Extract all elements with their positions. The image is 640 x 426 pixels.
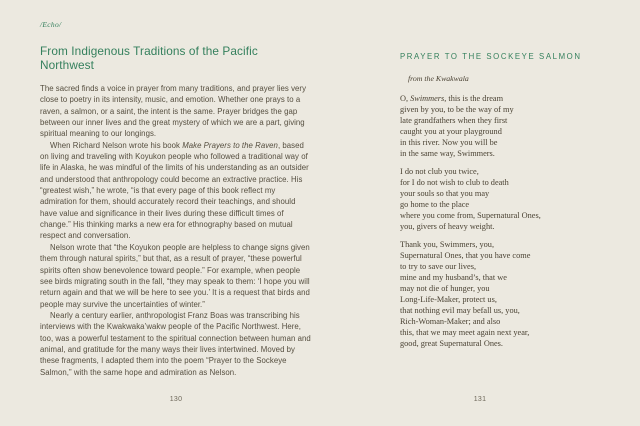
poem-title: PRAYER TO THE SOCKEYE SALMON — [400, 52, 582, 61]
stanza — [400, 93, 625, 159]
text-segment: The sacred finds a voice in prayer from many traditions, and prayer lies very close to poetry in its intensity, music, and emotion. Whether one prays to a raven, a salmon, or a saint, the intent is the same. Prayer bridges the gap between our inner lives and the great mystery of which we are a part, giving spiritual meaning to our longings. — [40, 84, 307, 139]
poem-line — [400, 137, 625, 148]
text-segment: , this is the dream — [444, 94, 504, 103]
poem-line — [400, 294, 625, 305]
right-page — [400, 52, 625, 356]
text-segment: may not die of hunger, you — [400, 284, 490, 293]
text-segment: good, great Supernatural Ones. — [400, 339, 503, 348]
text-segment: in the same way, Swimmers. — [400, 149, 495, 158]
text-segment: mine and my husband’s, that we — [400, 273, 507, 282]
text-segment: this, that we may meet again next year, — [400, 328, 530, 337]
text-segment: that nothing evil may befall us, you, — [400, 306, 520, 315]
text-segment: Long-Life-Maker, protect us, — [400, 295, 497, 304]
text-segment: Nearly a century earlier, anthropologist Franz Boas was transcribing his interviews with the Kwakwaka’wakw people of the Pacific Northwest. Here, too, was a powerful testament to the spiritual connection between human and animal, and gratitude for the many ways their lives intertwined. Moved by these fragments, I adapted them into the poem “Prayer to the Sockeye Salmon,” with the same hope and admiration as Nelson. — [40, 310, 311, 377]
poem-line — [400, 188, 625, 199]
poem-body — [400, 93, 625, 349]
poem-line — [400, 104, 625, 115]
text-segment: given by you, to be the way of my — [400, 105, 514, 114]
text-segment: When Richard Nelson wrote his book — [50, 140, 183, 150]
page-number-right: 131 — [473, 396, 487, 403]
text-segment: O, — [400, 94, 411, 103]
text-segment: you, givers of heavy weight. — [400, 222, 495, 231]
poem-line — [400, 166, 625, 177]
text-segment: Supernatural Ones, that you have come — [400, 251, 531, 260]
poem-line — [400, 261, 625, 272]
text-segment: late grandfathers when they first — [400, 116, 508, 125]
chapter-body — [40, 83, 312, 378]
text-segment: Thank you, Swimmers, you, — [400, 240, 495, 249]
poem-line — [400, 305, 625, 316]
poem-line — [400, 210, 625, 221]
poem-line — [400, 272, 625, 283]
poem-line — [400, 148, 625, 159]
chapter-title: From Indigenous Traditions of the Pacific Northwest — [40, 44, 258, 72]
poem-line — [400, 93, 625, 104]
text-segment: , based on living and traveling with Koyukon people who followed a traditional way of life in Alaska, he was mindful of the limits of his understanding as an outsider and understood that anthropology could become an extractive practice. His “greatest wish,” he wrote, “is that every page of this book reflect my admiration for them, should accurately record their teachings, and should have value and significance in their lives during these difficult times of change.” His thinking marks a new era for ethnography based on mutual respect and conversation. — [40, 140, 309, 241]
poem-attribution: from the Kwakwala — [408, 74, 469, 83]
text-segment: in this river. Now you will be — [400, 138, 498, 147]
running-head: /Echo/ — [40, 20, 62, 29]
poem-line — [400, 115, 625, 126]
stanza — [400, 239, 625, 349]
stanza — [400, 166, 625, 232]
poem-line — [400, 250, 625, 261]
poem-line — [400, 221, 625, 232]
text-segment: Rich-Woman-Maker; and also — [400, 317, 501, 326]
poem-line — [400, 338, 625, 349]
poem-line — [400, 327, 625, 338]
poem-line — [400, 177, 625, 188]
text-segment: I do not club you twice, — [400, 167, 479, 176]
text-segment: where you come from, Supernatural Ones, — [400, 211, 541, 220]
text-segment: go home to the place — [400, 200, 470, 209]
text-segment: Nelson wrote that “the Koyukon people are helpless to change signs given them through natural spirits,” but that, as a result of prayer, “these powerful spirits often show benevolence toward people.” For example, when people see birds migrating south in the fall, “they may speak to them: ‘I hope you will return again and that we will be here to see you.’ It is a request that birds and people may survive the uncertainties of winter.” — [40, 242, 310, 309]
poem-line — [400, 239, 625, 250]
text-segment: for I do not wish to club to death — [400, 178, 509, 187]
poem-line — [400, 126, 625, 137]
paragraph — [40, 83, 312, 140]
paragraph — [40, 242, 312, 310]
poem-line — [400, 316, 625, 327]
italic-text: Swimmers — [410, 94, 445, 103]
text-segment: to try to save our lives, — [400, 262, 477, 271]
italic-text: Make Prayers to the Raven — [182, 140, 278, 150]
paragraph — [40, 310, 312, 378]
poem-line — [400, 283, 625, 294]
poem-line — [400, 199, 625, 210]
paragraph — [40, 140, 312, 242]
text-segment: caught you at your playground — [400, 127, 502, 136]
page-number-left: 130 — [169, 396, 183, 403]
left-page — [40, 20, 312, 378]
text-segment: your souls so that you may — [400, 189, 490, 198]
